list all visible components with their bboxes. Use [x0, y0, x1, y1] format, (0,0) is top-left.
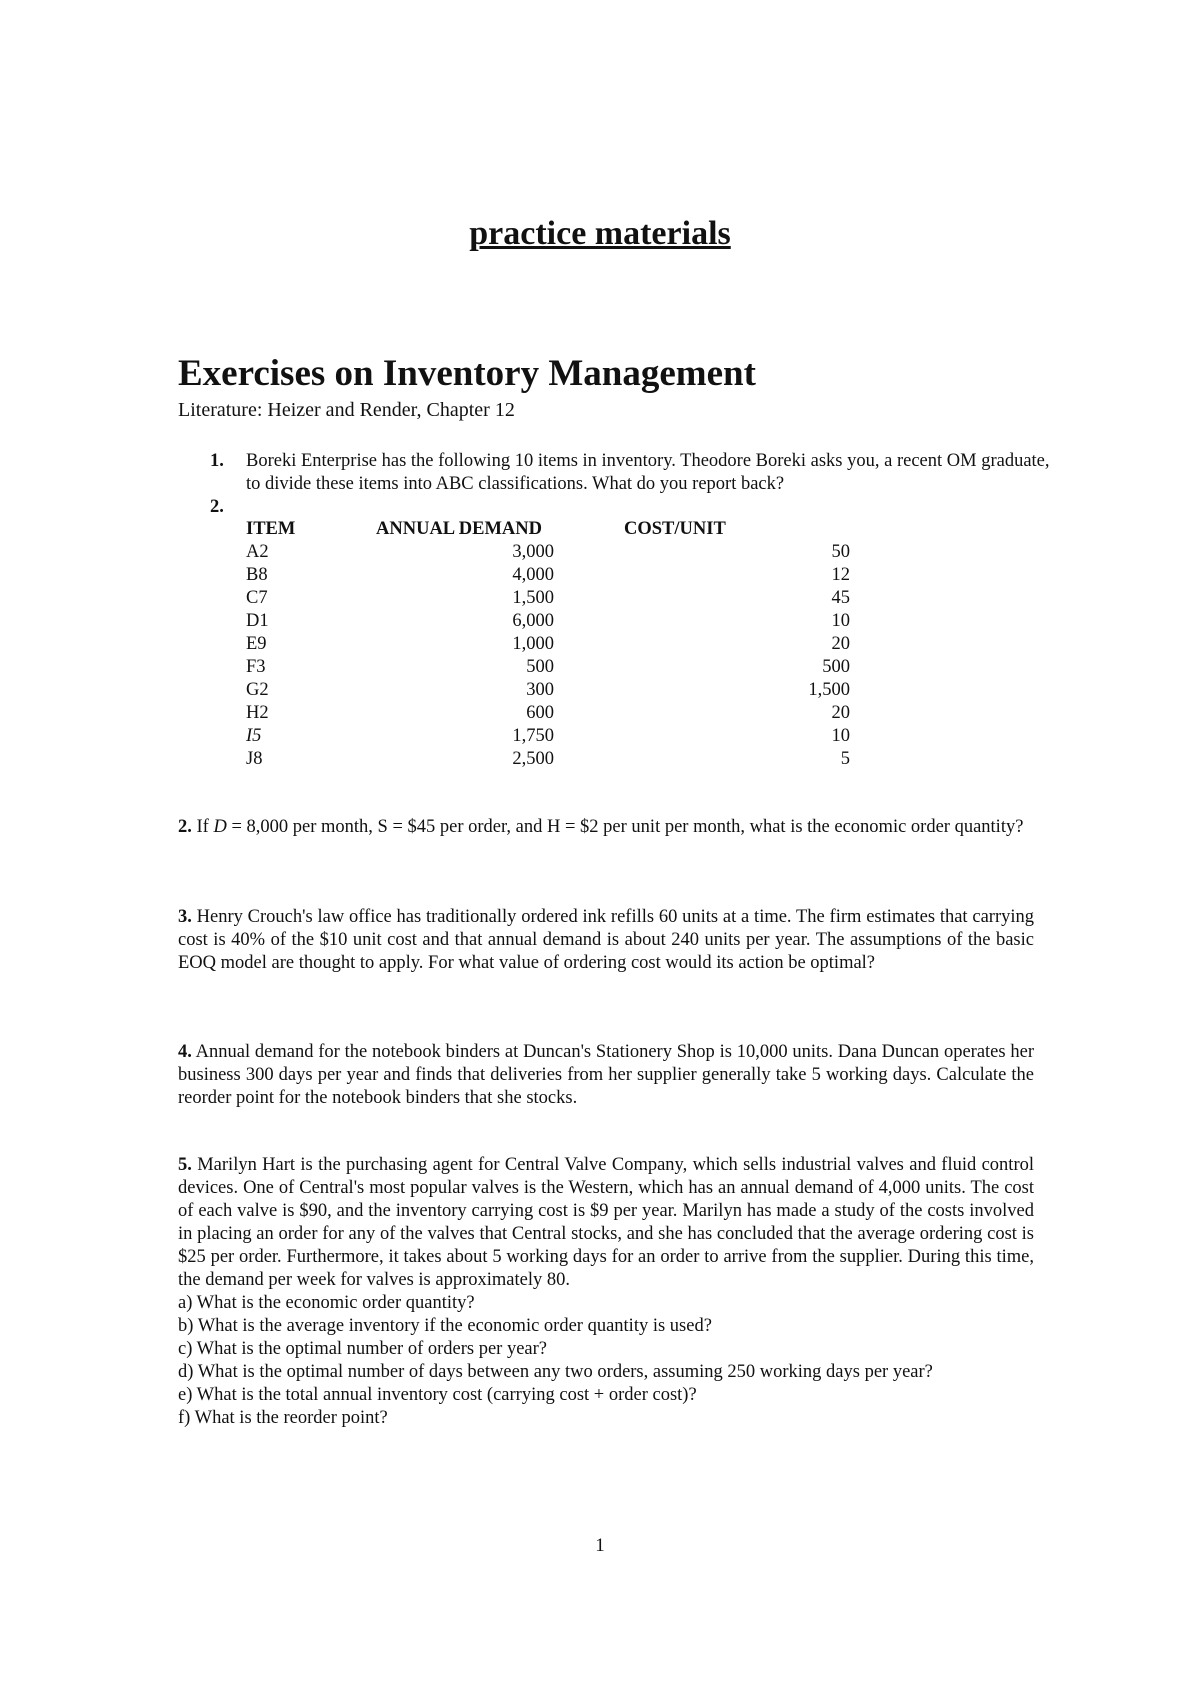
- question-4: [178, 1041, 1034, 1110]
- question-4-text: Annual demand for the notebook binders at Duncan's Stationery Shop is 10,000 units. Dana Duncan operates her business 300 days per year and finds that deliveries from her supplier generally take 5 working days. Calculate the reorder point for the notebook binders that she stocks.: [178, 1042, 1034, 1108]
- cell-cost: 500: [822, 657, 850, 677]
- question-5: [178, 1154, 1034, 1292]
- cell-item: A2: [246, 542, 269, 562]
- cell-demand: 6,000: [512, 611, 554, 631]
- question-3-text: Henry Crouch's law office has traditionally ordered ink refills 60 units at a time. The firm estimates that carrying cost is 40% of the $10 unit cost and that annual demand is about 240 units per year. The assumptions of the basic EOQ model are thought to apply. For what value of ordering cost would its action be optimal?: [178, 907, 1034, 973]
- subquestion-c: c) What is the optimal number of orders per year?: [178, 1339, 548, 1359]
- question-3-number: 3.: [178, 907, 192, 927]
- table-row: [246, 610, 850, 633]
- literature-reference: Literature: Heizer and Render, Chapter 12: [178, 399, 515, 421]
- question-1-second-number: 2.: [210, 497, 224, 517]
- cell-cost: 1,500: [808, 680, 850, 700]
- cell-item: H2: [246, 703, 269, 723]
- question-1: [210, 450, 1050, 496]
- cell-item: F3: [246, 657, 266, 677]
- subquestion-e: e) What is the total annual inventory cost (carrying cost + order cost)?: [178, 1385, 697, 1405]
- question-1-number: 1.: [210, 451, 224, 471]
- table-row: [246, 748, 850, 771]
- question-2: [178, 816, 1034, 839]
- question-3: [178, 906, 1034, 975]
- cell-cost: 20: [831, 634, 850, 654]
- table-row: [246, 587, 850, 610]
- banner-heading: practice materials: [469, 215, 731, 252]
- header-cost-unit: COST/UNIT: [624, 519, 726, 539]
- question-1-text: Boreki Enterprise has the following 10 items in inventory. Theodore Boreki asks you, a recent OM graduate, to divide these items into ABC classifications. What do you report back?: [246, 451, 1050, 494]
- cell-cost: 20: [831, 703, 850, 723]
- cell-item: I5: [246, 726, 262, 746]
- table-row: [246, 541, 850, 564]
- table-row: [246, 725, 850, 748]
- question-2-variable-d: D: [213, 817, 227, 837]
- inventory-table: [246, 518, 850, 771]
- cell-demand: 4,000: [512, 565, 554, 585]
- cell-cost: 45: [831, 588, 850, 608]
- subquestion-a: a) What is the economic order quantity?: [178, 1293, 475, 1313]
- page-title: Exercises on Inventory Management: [178, 353, 756, 394]
- cell-cost: 50: [831, 542, 850, 562]
- cell-demand: 3,000: [512, 542, 554, 562]
- cell-demand: 1,750: [512, 726, 554, 746]
- cell-item: G2: [246, 680, 269, 700]
- table-row: [246, 656, 850, 679]
- header-annual-demand: ANNUAL DEMAND: [376, 519, 542, 539]
- table-row: [246, 564, 850, 587]
- table-row: [246, 702, 850, 725]
- cell-demand: 1,500: [512, 588, 554, 608]
- page-number: 1: [595, 1535, 605, 1556]
- question-2-text-b: = 8,000 per month, S = $45 per order, and H = $2 per unit per month, what is the economic order quantity?: [226, 817, 1024, 837]
- cell-item: E9: [246, 634, 267, 654]
- subquestion-b: b) What is the average inventory if the economic order quantity is used?: [178, 1316, 712, 1336]
- header-item: ITEM: [246, 519, 296, 539]
- table-header-row: [246, 518, 850, 541]
- cell-demand: 500: [526, 657, 554, 677]
- question-2-number: 2.: [178, 817, 192, 837]
- subquestion-d: d) What is the optimal number of days between any two orders, assuming 250 working days per year?: [178, 1362, 933, 1382]
- table-row: [246, 679, 850, 702]
- question-2-text-a: If: [191, 817, 214, 837]
- question-5-text: Marilyn Hart is the purchasing agent for Central Valve Company, which sells industrial valves and fluid control devices. One of Central's most popular valves is the Western, which has an annual demand of 4,000 units. The cost of each valve is $90, and the inventory carrying cost is $9 per year. Marilyn has made a study of the costs involved in placing an order for any of the valves that Central stocks, and she has concluded that the average ordering cost is $25 per order. Furthermore, it takes about 5 working days for an order to arrive from the supplier. During this time, the demand per week for valves is approximately 80.: [178, 1155, 1034, 1290]
- cell-demand: 600: [526, 703, 554, 723]
- cell-demand: 300: [526, 680, 554, 700]
- cell-item: B8: [246, 565, 268, 585]
- cell-demand: 2,500: [512, 749, 554, 769]
- cell-cost: 10: [831, 611, 850, 631]
- table-row: [246, 633, 850, 656]
- question-5-number: 5.: [178, 1155, 192, 1175]
- cell-cost: 10: [831, 726, 850, 746]
- cell-item: C7: [246, 588, 268, 608]
- cell-item: D1: [246, 611, 269, 631]
- cell-demand: 1,000: [512, 634, 554, 654]
- cell-cost: 5: [840, 749, 850, 769]
- question-5-subquestions: [178, 1292, 1038, 1430]
- subquestion-f: f) What is the reorder point?: [178, 1408, 388, 1428]
- cell-item: J8: [246, 749, 263, 769]
- cell-cost: 12: [831, 565, 850, 585]
- question-4-number: 4.: [178, 1042, 192, 1062]
